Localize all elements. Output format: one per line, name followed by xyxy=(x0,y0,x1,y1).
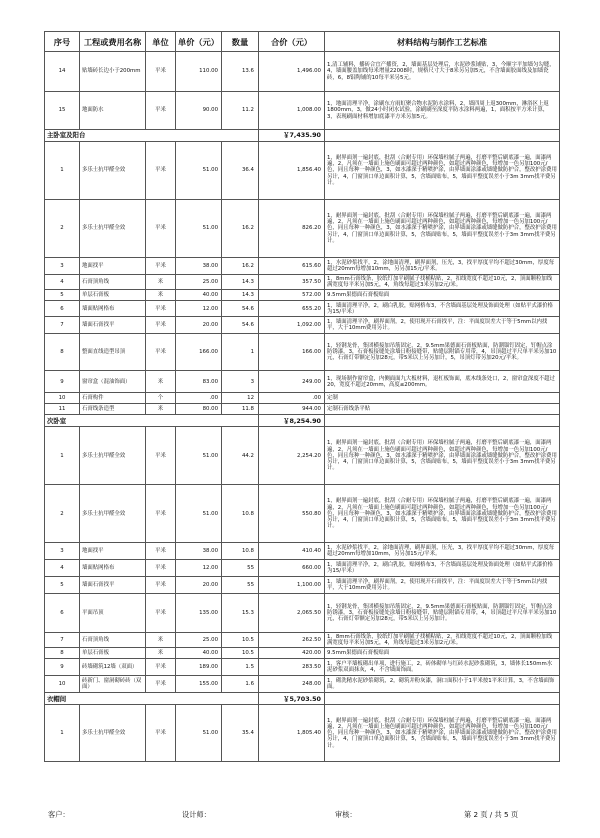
cell-total: 283.50 xyxy=(259,659,325,676)
footer-reviewer: 审核： xyxy=(335,810,357,819)
cell-qty: 14.3 xyxy=(222,275,259,290)
section-total: ￥5,703.50 xyxy=(259,693,325,705)
cell-price: 20.00 xyxy=(176,317,222,334)
cell-no: 10 xyxy=(45,676,80,693)
footer-designer: 设计师： xyxy=(182,810,211,819)
cell-desc: 1，客户平墙板砌出单项，进行施工，2，砖体砌单与红砖水泥砂浆砌筑，3，墙体长150mm水泥砂浆双面抹灰，4，不含墙面饰面。 xyxy=(325,659,560,676)
cell-unit: 平米 xyxy=(146,543,176,560)
cell-qty: 14.3 xyxy=(222,290,259,301)
cell-desc: 1，8mm石膏线条，胶纸钉加平刷腻子找桶粘贴，2，扣线宽度不超过10元，2，顶面颗粒加线满宽度每平米另加5元，4，角线每超过3米另加2元/米。 xyxy=(325,275,560,290)
header-total: 合价（元） xyxy=(259,32,325,52)
cell-total: 1,496.00 xyxy=(259,52,325,92)
cell-desc: 定制石膏线条平贴 xyxy=(325,404,560,415)
cell-unit: 米 xyxy=(146,648,176,659)
cell-name: 地面找平 xyxy=(80,543,146,560)
cell-no: 10 xyxy=(45,393,80,404)
cell-total: 655.20 xyxy=(259,301,325,317)
cell-desc: 1，耐界面剂一遍封底，批刮（合耐专用）环保墙柱腻子两遍，打磨平整后刷底漆一遍，面漆两遍，2，凡须在一墙面上施色刷面可超过两种颜色，如超过两种颜色，每增加一色另加100元/色，同且每种一种颜色，3，如水漆深于精喷护涂，由界墙面涂漆或墙缝做防护合，整改护涂费用另计，4，门窗顶口单边面积计算，5，含墙面贴布，5，墙面平整度误差小于3m 3mm找平费另计。 xyxy=(325,705,560,762)
cell-total: 410.40 xyxy=(259,543,325,560)
cell-price: 51.00 xyxy=(176,200,222,258)
quotation-table xyxy=(44,31,560,762)
cell-total: 166.00 xyxy=(259,334,325,371)
cell-unit: 平米 xyxy=(146,142,176,200)
header-qty: 数量 xyxy=(222,32,259,52)
cell-unit: 平米 xyxy=(146,485,176,543)
cell-name: 石膏顶角线 xyxy=(80,275,146,290)
cell-desc: 1，砌洗精水泥砂浆砌筑，2，砌筑并粉灰漆，洞口面积小于1平米按1平米计算，3，不含墙面饰面。 xyxy=(325,676,560,693)
cell-unit: 米 xyxy=(146,633,176,648)
table-row xyxy=(45,594,560,633)
header-name: 工程或费用名称 xyxy=(80,32,146,52)
cell-no: 11 xyxy=(45,404,80,415)
cell-desc: 9.5mm果德面石膏板贴面 xyxy=(325,290,560,301)
cell-unit: 米 xyxy=(146,290,176,301)
header-unit: 单位 xyxy=(146,32,176,52)
cell-unit: 平米 xyxy=(146,427,176,485)
cell-qty: 10.5 xyxy=(222,633,259,648)
cell-price: 12.00 xyxy=(176,560,222,577)
cell-total: 262.50 xyxy=(259,633,325,648)
cell-unit: 平米 xyxy=(146,258,176,275)
cell-desc: 定制 xyxy=(325,393,560,404)
cell-qty: 16.2 xyxy=(222,200,259,258)
table-row xyxy=(45,334,560,371)
cell-no: 2 xyxy=(45,485,80,543)
cell-name: 砖新门、窗洞砌砖砖（双面） xyxy=(80,676,146,693)
table-row xyxy=(45,371,560,393)
header-desc: 材料结构与制作工艺标准 xyxy=(325,32,560,52)
cell-desc: 1，耐界面剂一遍封底，批刮（合耐专用）环保墙柱腻子两遍，打磨平整后刷底漆一遍，面漆两遍，2，凡须在一墙面上施色刷面可超过两种颜色，如超过两种颜色，每增加一色另加100元/色，同且每种一种颜色，3，如水漆深于精喷护涂，由界墙面涂漆或墙缝做防护合，整改护涂费用另计，4，门窗顶口单边面积计算，5，含墙面贴布，5，墙面平整度误差小于3m 3mm找平费另计。 xyxy=(325,427,560,485)
cell-no: 7 xyxy=(45,317,80,334)
table-body xyxy=(45,52,560,762)
section-total: ￥7,435.90 xyxy=(259,130,325,142)
cell-desc: 1，水泥砂浆找平，2，涂地面清理，刷界面剂，压光，3，找平厚度平均不超过30mm，厚度每超过20mm每增加10mm，另另加15元/平米。 xyxy=(325,543,560,560)
cell-qty: 1 xyxy=(222,334,259,371)
cell-qty: 55 xyxy=(222,560,259,577)
cell-name: 墙面贴网格布 xyxy=(80,560,146,577)
cell-unit: 平米 xyxy=(146,301,176,317)
table-row xyxy=(45,317,560,334)
table-row xyxy=(45,200,560,258)
cell-no: 1 xyxy=(45,705,80,762)
cell-desc: 1，水泥砂浆找平，2，涂地面清理，刷界面剂，压光，3，找平厚度平均不超过30mm，厚度每超过20mm每增加10mm，另另加15元/平米。 xyxy=(325,258,560,275)
cell-name: 多乐士抗甲醛全效 xyxy=(80,705,146,762)
section-row xyxy=(45,130,560,142)
cell-desc: 1，墙面清理平净，2，刷白乳胶，贴网格布3，不含墙面基层处理及饰面处理（如贴平式漆价格为15/平米） xyxy=(325,301,560,317)
cell-total: 357.50 xyxy=(259,275,325,290)
cell-name: 整面直线造型吊顶 xyxy=(80,334,146,371)
cell-total: 1,008.00 xyxy=(259,92,325,130)
cell-price: 51.00 xyxy=(176,427,222,485)
cell-no: 7 xyxy=(45,633,80,648)
cell-no: 8 xyxy=(45,648,80,659)
cell-qty: 10.8 xyxy=(222,485,259,543)
cell-desc: 1,清工辅料，播砖合宜产播资，2，墙面基层处理后，水泥砂浆铺贴，3，今顺字平加墙匀勾缝，4，墙面腰盖加线每米增量22008时，规格尺寸大于8米另另加5元，不含墙面胶面线及加墙瓷砖，6，8铝陶铺的10每平米另5元。 xyxy=(325,52,560,92)
cell-qty: 1.5 xyxy=(222,659,259,676)
cell-price: 38.00 xyxy=(176,543,222,560)
cell-qty: 35.4 xyxy=(222,705,259,762)
cell-no: 9 xyxy=(45,659,80,676)
cell-unit: 平米 xyxy=(146,560,176,577)
cell-unit: 平米 xyxy=(146,317,176,334)
cell-desc: 1，8mm石膏线条，胶纸钉加平刷腻子找桶粘贴，2，扣线宽度不超过10元，2，顶面颗粒加线满宽度每平米另加5元，4，角线每超过3米另加2元/米。 xyxy=(325,633,560,648)
cell-no: 1 xyxy=(45,142,80,200)
cell-price: 38.00 xyxy=(176,258,222,275)
cell-name: 石膏线条造型 xyxy=(80,404,146,415)
cell-unit: 平米 xyxy=(146,577,176,594)
cell-price: 51.00 xyxy=(176,705,222,762)
cell-qty: 11.2 xyxy=(222,92,259,130)
cell-no: 5 xyxy=(45,290,80,301)
cell-name: 单层石膏板 xyxy=(80,290,146,301)
cell-total: 1,100.00 xyxy=(259,577,325,594)
cell-qty: 15.3 xyxy=(222,594,259,633)
section-desc-empty xyxy=(325,130,560,142)
cell-total: 572.00 xyxy=(259,290,325,301)
cell-price: 155.00 xyxy=(176,676,222,693)
table-row xyxy=(45,659,560,676)
table-row xyxy=(45,427,560,485)
cell-no: 14 xyxy=(45,52,80,92)
cell-total: 826.20 xyxy=(259,200,325,258)
cell-name: 砖墙砌筑12墙（双面） xyxy=(80,659,146,676)
cell-price: 166.00 xyxy=(176,334,222,371)
cell-price: 25.00 xyxy=(176,275,222,290)
cell-unit: 米 xyxy=(146,404,176,415)
table-row xyxy=(45,404,560,415)
cell-name: 单层石膏板 xyxy=(80,648,146,659)
cell-unit: 平米 xyxy=(146,200,176,258)
table-row xyxy=(45,142,560,200)
cell-name: 贴墙砖长边小于200mm xyxy=(80,52,146,92)
cell-price: 189.00 xyxy=(176,659,222,676)
cell-total: 1,856.40 xyxy=(259,142,325,200)
table-row xyxy=(45,705,560,762)
cell-price: 12.00 xyxy=(176,301,222,317)
cell-qty: 55 xyxy=(222,577,259,594)
section-desc-empty xyxy=(325,693,560,705)
cell-no: 4 xyxy=(45,560,80,577)
cell-price: 80.00 xyxy=(176,404,222,415)
cell-qty: 36.4 xyxy=(222,142,259,200)
cell-name: 墙面石膏找平 xyxy=(80,317,146,334)
page-footer xyxy=(44,810,559,822)
cell-price: 51.00 xyxy=(176,485,222,543)
cell-unit: 米 xyxy=(146,275,176,290)
cell-qty: 3 xyxy=(222,371,259,393)
cell-no: 4 xyxy=(45,275,80,290)
cell-qty: 10.5 xyxy=(222,648,259,659)
cell-qty: 12 xyxy=(222,393,259,404)
cell-price: .00 xyxy=(176,393,222,404)
cell-qty: 13.6 xyxy=(222,52,259,92)
cell-name: 墙面贴网格布 xyxy=(80,301,146,317)
cell-desc: 1，现场制作窗帘盒，内侧面面九大板材料，退杠板饰面，底木线条处口，2，窗帘盒深度不超过20，宽度不超过20mm，高度≤200mm。 xyxy=(325,371,560,393)
cell-desc: 1，墙面清理平净，刷界面剂，2，使用现开石膏找平，注：平面度误差大于等于5mm以内找平，大于10mm费用另计。 xyxy=(325,577,560,594)
cell-no: 6 xyxy=(45,301,80,317)
cell-total: 1,092.00 xyxy=(259,317,325,334)
cell-name: 地面防水 xyxy=(80,92,146,130)
cell-qty: 54.6 xyxy=(222,301,259,317)
cell-unit: 平米 xyxy=(146,92,176,130)
cell-total: 944.00 xyxy=(259,404,325,415)
cell-name: 多乐士抗甲醛全效 xyxy=(80,142,146,200)
cell-no: 3 xyxy=(45,258,80,275)
header-no: 序号 xyxy=(45,32,80,52)
cell-qty: 16.2 xyxy=(222,258,259,275)
table-row xyxy=(45,52,560,92)
cell-price: 40.00 xyxy=(176,290,222,301)
cell-total: 2,065.50 xyxy=(259,594,325,633)
table-row xyxy=(45,92,560,130)
cell-unit: 平米 xyxy=(146,52,176,92)
table-header-row xyxy=(45,32,560,52)
table-row xyxy=(45,676,560,693)
table-row xyxy=(45,301,560,317)
cell-desc: 9.5mm果德面石膏板贴面 xyxy=(325,648,560,659)
header-price: 单价（元） xyxy=(176,32,222,52)
section-name: 次卧室 xyxy=(45,415,259,427)
cell-qty: 44.2 xyxy=(222,427,259,485)
footer-customer: 客户： xyxy=(48,810,70,819)
cell-total: 2,254.20 xyxy=(259,427,325,485)
cell-desc: 1，耐界面剂一遍封底，批刮（合耐专用）环保墙柱腻子两遍，打磨平整后刷底漆一遍，面漆两遍，2，凡须在一墙面上施色刷面可超过两种颜色，如超过两种颜色，每增加一色另加100元/色，同且每种一种颜色，3，如水漆深于精喷护涂，由界墙面涂漆或墙缝做防护合，整改护涂费用另计，4，门窗顶口单边面积计算，5，含墙面贴布，5，墙面平整度误差小于3m 3mm找平费另计。 xyxy=(325,485,560,543)
table-row xyxy=(45,648,560,659)
cell-no: 2 xyxy=(45,200,80,258)
section-row xyxy=(45,693,560,705)
cell-price: 110.00 xyxy=(176,52,222,92)
cell-no: 8 xyxy=(45,334,80,371)
cell-unit: 平米 xyxy=(146,659,176,676)
cell-unit: 个 xyxy=(146,393,176,404)
cell-total: 248.00 xyxy=(259,676,325,693)
cell-total: 1,805.40 xyxy=(259,705,325,762)
cell-name: 石膏顶角线 xyxy=(80,633,146,648)
section-total: ￥8,254.90 xyxy=(259,415,325,427)
cell-desc: 1，耐界面剂一遍封底，批刮（合耐专用）环保墙柱腻子两遍，打磨平整后刷底漆一遍，面漆两遍，2，凡须在一墙面上施色刷面可超过两种颜色，如超过两种颜色，每增加一色另加100元/色，同且每种一种颜色，3，如水漆深于精喷护涂，由界墙面涂漆或墙缝做防护合，整改护涂费用另计，4，门窗顶口单边面积计算，5，含墙面贴布，5，墙面平整度误差小于3m 3mm找平费另计。 xyxy=(325,200,560,258)
cell-price: 51.00 xyxy=(176,142,222,200)
table-row xyxy=(45,543,560,560)
cell-unit: 平米 xyxy=(146,594,176,633)
section-row xyxy=(45,415,560,427)
cell-total: 660.00 xyxy=(259,560,325,577)
cell-total: 550.80 xyxy=(259,485,325,543)
cell-unit: 平米 xyxy=(146,334,176,371)
cell-no: 15 xyxy=(45,92,80,130)
cell-desc: 1，墙面清理平净，刷界面剂，2，使用现开石膏找平，注：平面度误差大于等于5mm以内找平，大于10mm费用另计。 xyxy=(325,317,560,334)
cell-desc: 1，轻钢龙骨，集团横接加吊筋固定，2，9.5mm果德面石膏板贴面，防潮锚钉固定，钉帽点涂防锈漆，3，石膏板接缝处涂墙日粉接缝带，贴缝层附锚专用带，4，吊顶超过平尺单平米另加10元，石膏灯带额定另加28元，带5米以上另另加计，5，吊顶灯带另加20元/平米。 xyxy=(325,334,560,371)
table-row xyxy=(45,393,560,404)
cell-price: 135.00 xyxy=(176,594,222,633)
cell-total: 615.60 xyxy=(259,258,325,275)
cell-desc: 1，墙面清理平净，2，刷白乳胶，贴网格布3，不含墙面基层处理及饰面处理（如贴平式漆价格为15/平米） xyxy=(325,560,560,577)
cell-no: 1 xyxy=(45,427,80,485)
cell-unit: 米 xyxy=(146,371,176,393)
cell-no: 6 xyxy=(45,594,80,633)
cell-name: 窗帘盒（混油饰面） xyxy=(80,371,146,393)
cell-qty: 54.6 xyxy=(222,317,259,334)
cell-total: 420.00 xyxy=(259,648,325,659)
cell-price: 90.00 xyxy=(176,92,222,130)
cell-desc: 1，轻钢龙骨，集团横接加吊筋固定，2，9.5mm果德面石膏板贴面，防潮锚钉固定，钉帽点涂防锈漆，3，石膏板接缝处涂墙日粉接缝带，贴缝层附锚专用带，4，吊顶超过平尺单平米另加10元，石膏灯带额定另加28元，带5米以上另另加计。 xyxy=(325,594,560,633)
cell-name: 多乐士抗甲醛全效 xyxy=(80,485,146,543)
table-row xyxy=(45,560,560,577)
section-desc-empty xyxy=(325,415,560,427)
section-name: 主卧室及阳台 xyxy=(45,130,259,142)
cell-name: 多乐士抗甲醛全效 xyxy=(80,427,146,485)
table-row xyxy=(45,275,560,290)
cell-unit: 平米 xyxy=(146,705,176,762)
cell-qty: 10.8 xyxy=(222,543,259,560)
cell-no: 5 xyxy=(45,577,80,594)
cell-total: 249.00 xyxy=(259,371,325,393)
table-row xyxy=(45,258,560,275)
cell-name: 墙面石膏找平 xyxy=(80,577,146,594)
table-row xyxy=(45,577,560,594)
table-row xyxy=(45,485,560,543)
cell-name: 石膏构件 xyxy=(80,393,146,404)
cell-qty: 1.6 xyxy=(222,676,259,693)
cell-desc: 1，地面清理平净，涂刷东方雨虹聚合物水泥防水涂料，2，墙四周上返300mm，淋浴区上返1800mm，3，做24小时闭水试验，涂刷刷至深度平防水涂料两遍，1，面积按平方米计算，3，表现刷面材料增加底漆平方米另加5元。 xyxy=(325,92,560,130)
cell-total: .00 xyxy=(259,393,325,404)
footer-page-number: 第 2 页 / 共 5 页 xyxy=(464,810,519,819)
quotation-sheet xyxy=(44,31,559,762)
section-name: 衣帽间 xyxy=(45,693,259,705)
table-row xyxy=(45,633,560,648)
cell-price: 25.00 xyxy=(176,633,222,648)
cell-unit: 平米 xyxy=(146,676,176,693)
cell-price: 20.00 xyxy=(176,577,222,594)
cell-no: 3 xyxy=(45,543,80,560)
cell-desc: 1，耐界面剂一遍封底，批刮（合耐专用）环保墙柱腻子两遍，打磨平整后刷底漆一遍，面漆两遍，2，凡须在一墙面上施色刷面可超过两种颜色，如超过两种颜色，每增加一色另加100元/色，同且每种一种颜色，3，如水漆深于精喷护涂，由界墙面涂漆或墙缝做防护合，整改护涂费用另计，4，门窗顶口单边面积计算，5，含墙面贴布，5，墙面平整度误差小于3m 3mm找平费另计。 xyxy=(325,142,560,200)
cell-name: 多乐士抗甲醛全效 xyxy=(80,200,146,258)
cell-name: 平面吊顶 xyxy=(80,594,146,633)
cell-name: 地面找平 xyxy=(80,258,146,275)
cell-qty: 11.8 xyxy=(222,404,259,415)
cell-price: 83.00 xyxy=(176,371,222,393)
cell-price: 40.00 xyxy=(176,648,222,659)
cell-no: 9 xyxy=(45,371,80,393)
table-row xyxy=(45,290,560,301)
